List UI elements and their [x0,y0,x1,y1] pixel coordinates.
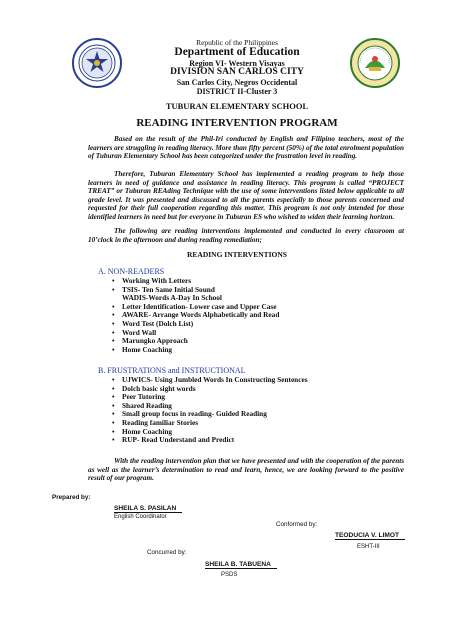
republic-line: Republic of the Philippines [196,38,278,47]
list-item: • Peer Tutoring [112,392,166,402]
prepared-by-role: English Coordinator [114,514,167,520]
conformed-by-label: Conformed by: [276,521,318,528]
list-item: • Word Wall [112,327,157,337]
prepared-by-name: SHEILA S. PASILAN [114,505,182,513]
district-line: DISTRICT II-Cluster 3 [196,87,278,96]
region-line: Region VI- Western Visayas [189,59,285,68]
interventions-heading: READING INTERVENTIONS [187,250,287,259]
document-title: READING INTERVENTION PROGRAM [136,117,338,129]
list-item: • Home Coaching [112,344,173,354]
list-item: • Word Test (Dolch List) [112,318,194,328]
concurred-by-name: SHEILA B. TABUENA [205,561,277,569]
frustration-instructional-heading: B. FRUSTRATIONS and INSTRUCTIONAL [98,366,246,375]
list-item: • Letter Identification- Lower case and Upper Case [112,301,277,311]
conformed-by-name: TEODUCIA V. LIMOT [335,532,405,540]
list-item: • Home Coaching [112,426,173,436]
division-line: DIVISION SAN CARLOS CITY [170,67,304,77]
non-readers-list [112,277,279,354]
frustration-instructional-list [112,376,308,445]
list-item: • Dolch basic sight words [112,383,196,393]
list-item: • Working With Letters [112,276,192,285]
concurred-by-label: Concurred by: [147,549,187,556]
list-item: • Reading familiar Stories [112,417,199,427]
list-item: • Marungko Approach [112,336,188,346]
closing-paragraph: With the reading intervention plan that we have presented and with the cooperation of the parents as well as the learner’s determination to read and learn, hence, we are looking forward to the positive result of our program. [88,457,404,483]
concurred-by-role: PSDS [221,572,238,578]
department-name: Department of Education [174,46,300,58]
interventions-intro-paragraph: The following are reading interventions implemented and conducted in every classroom at 10’clock in the afternoon and during reading remediation; [88,227,404,244]
conformed-by-role: ESHT-III [357,544,380,550]
intro-paragraph: Based on the result of the Phil-Iri conducted by English and Filipino teachers, most of the learners are struggling in reading literacy. More than fifty percent (50%) of the total enrolment population of Tuburan Elementary School has been categorized under the frustration level in reading. [88,135,404,161]
list-item: WADIS-Words A-Day In School [122,293,222,303]
school-name: TUBURAN ELEMENTARY SCHOOL [165,101,309,111]
address-line: San Carlos City, Negros Occidental [176,78,298,87]
list-item: • RUP- Read Understand and Predict [112,435,235,445]
program-paragraph: Therefore, Tuburan Elementary School has implemented a reading program to help those learners in need of guidance and assistance in reading literacy. This program is called “PROJECT TREAT” or Tuburan REAding Technique with the use of some interventions listed below applicable to all grade level. It was presented and discussed to all the parents especially to those parents concerned and requested for their full cooperation regarding this matter. This program is not only intended for those identified learners in need but for everyone in Tuburan ES who wished to widen their learning horizon. [88,170,404,221]
prepared-by-label: Prepared by: [52,494,91,501]
list-item: • Shared Reading [112,400,172,410]
list-item: • AWARE- Arrange Words Alphabetically and Read [112,310,280,320]
non-readers-heading: A. NON-READERS [98,267,165,276]
list-item: • TSIS- Ten Same Initial Sound [112,284,215,294]
list-item: • Small group focus in reading- Guided Reading [112,409,267,419]
list-item: • UJWICS- Using Jumbled Words In Constructing Sentences [112,375,308,384]
